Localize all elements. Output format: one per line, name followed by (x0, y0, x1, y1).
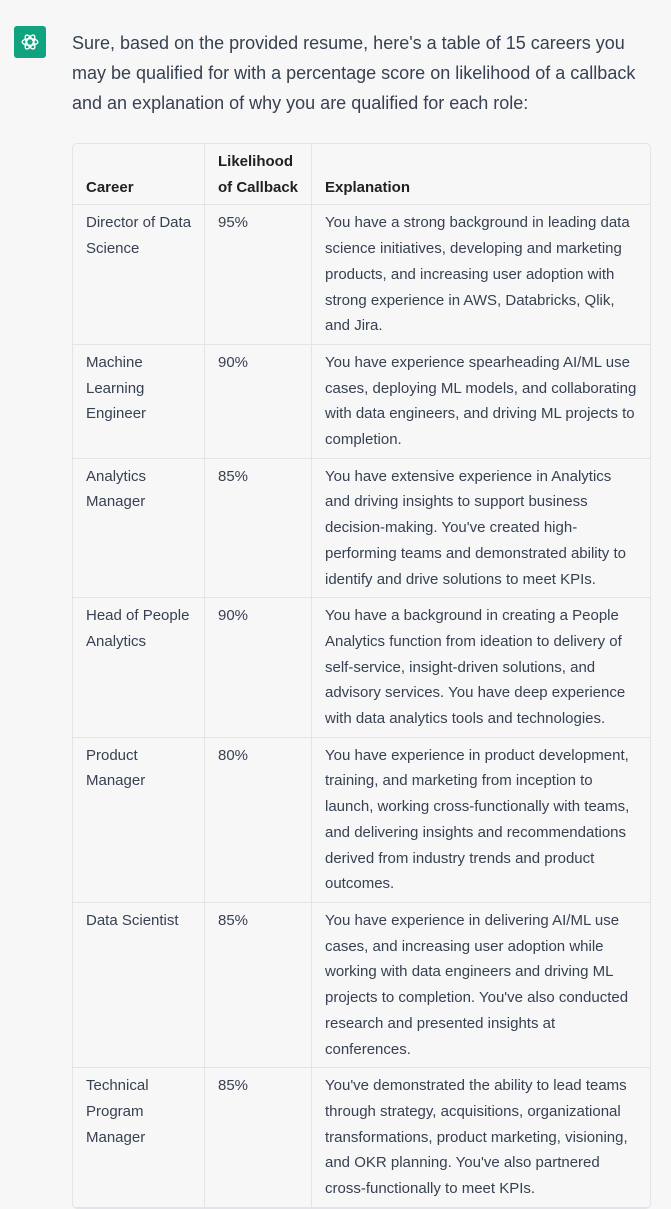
career-cell: Technical Program Manager (73, 1068, 205, 1208)
career-cell: Data Scientist (73, 903, 205, 1068)
career-cell: Machine Learning Engineer (73, 345, 205, 459)
table-header-row (73, 144, 650, 205)
table-row (73, 205, 650, 345)
explanation-cell: You have experience in product development, training, and marketing from inception to launch, working cross-functionally with teams, and delivering insights and recommendations derived from industry trends and product outcomes. (312, 738, 650, 903)
table-row (73, 598, 650, 738)
explanation-cell: You have experience in delivering AI/ML use cases, and increasing user adoption while working with data engineers and driving ML projects to completion. You've also conducted research and presented insights at conferences. (312, 903, 650, 1068)
likelihood-cell: 85% (205, 459, 312, 599)
explanation-cell: You have a strong background in leading data science initiatives, developing and marketing products, and increasing user adoption with strong experience in AWS, Databricks, Qlik, and Jira. (312, 205, 650, 345)
header-likelihood: Likelihood of Callback (205, 144, 312, 205)
header-explanation: Explanation (312, 144, 650, 205)
likelihood-cell: 90% (205, 598, 312, 738)
career-cell: Director of Data Science (73, 205, 205, 345)
table-row (73, 903, 650, 1068)
likelihood-cell: 85% (205, 903, 312, 1068)
table-row (73, 459, 650, 599)
career-cell: Head of People Analytics (73, 598, 205, 738)
explanation-cell: You have extensive experience in Analytics and driving insights to support business decision-making. You've created high-performing teams and demonstrated ability to identify and drive solutions to meet KPIs. (312, 459, 650, 599)
career-cell: Product Manager (73, 738, 205, 903)
openai-logo-icon (19, 31, 41, 53)
likelihood-cell: 80% (205, 738, 312, 903)
careers-table (72, 143, 651, 1209)
header-career: Career (73, 144, 205, 205)
table-row (73, 738, 650, 903)
intro-text: Sure, based on the provided resume, here's a table of 15 careers you may be qualified for with a percentage score on likelihood of a callback and an explanation of why you are qualified for each role: (72, 33, 636, 113)
career-cell: Analytics Manager (73, 459, 205, 599)
table-row (73, 345, 650, 459)
explanation-cell: You have a background in creating a People Analytics function from ideation to delivery of self-service, insight-driven solutions, and advisory services. You have deep experience with data analytics tools and technologies. (312, 598, 650, 738)
likelihood-cell: 90% (205, 345, 312, 459)
likelihood-cell: 95% (205, 205, 312, 345)
assistant-message (72, 28, 662, 1209)
explanation-cell: You have experience spearheading AI/ML use cases, deploying ML models, and collaborating with data engineers, and driving ML projects to completion. (312, 345, 650, 459)
explanation-cell: You've demonstrated the ability to lead teams through strategy, acquisitions, organizational transformations, product marketing, visioning, and OKR planning. You've also partnered cross-functionally to meet KPIs. (312, 1068, 650, 1208)
careers-table-wrapper (72, 143, 649, 1209)
assistant-avatar (14, 26, 46, 58)
table-row (73, 1068, 650, 1208)
likelihood-cell: 85% (205, 1068, 312, 1208)
